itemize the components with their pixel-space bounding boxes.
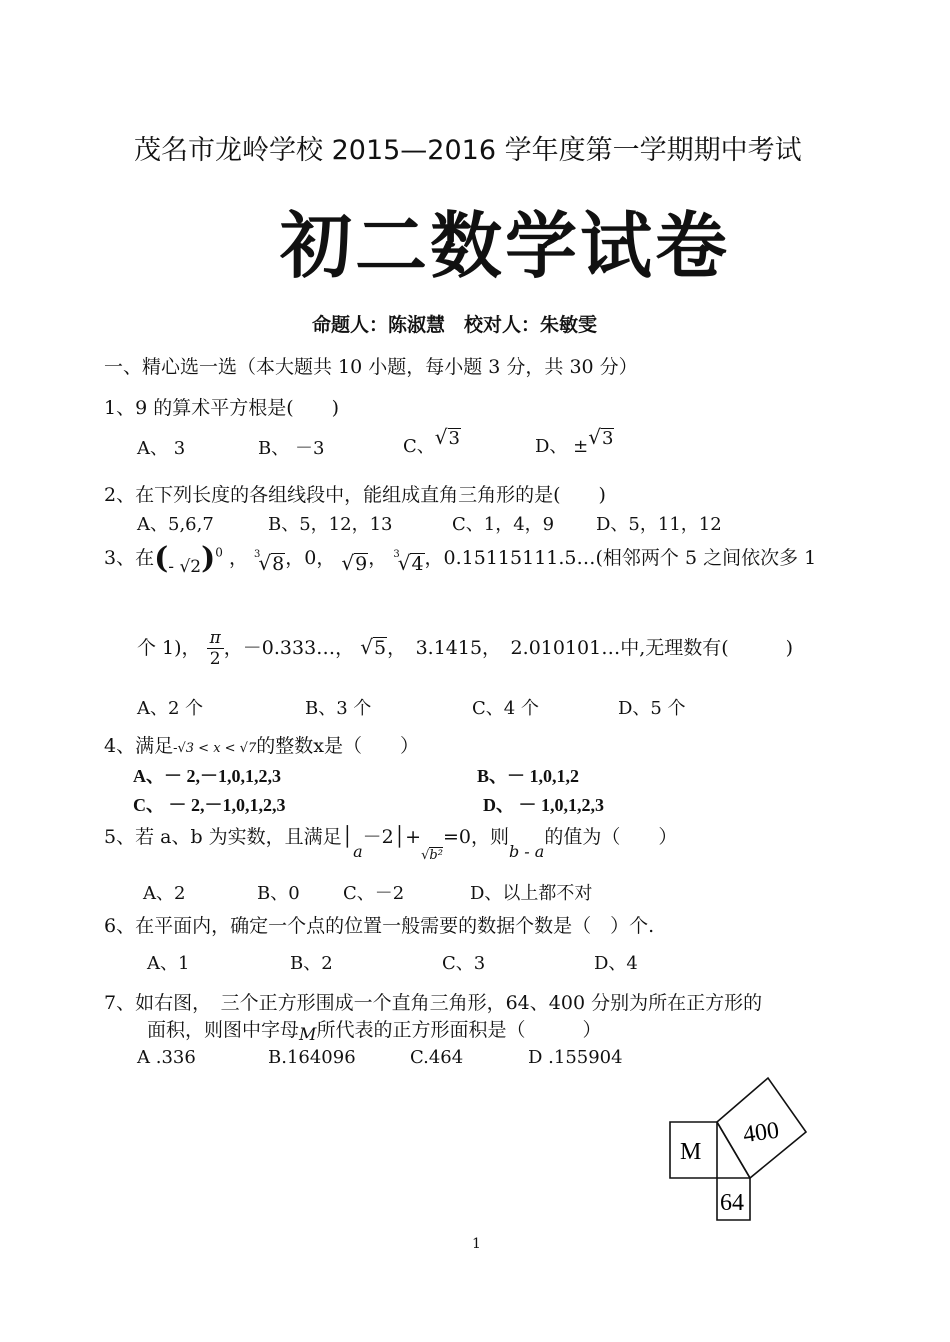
pi-over-2: [207, 628, 224, 670]
q3-cbrt4-value: 4: [411, 553, 424, 575]
q2-option-d: D、5，11，12: [596, 514, 722, 535]
q5-option-d: D、以上都不对: [470, 883, 593, 904]
q5-b2: b²: [429, 848, 443, 863]
pi: π: [207, 628, 224, 649]
question-7-line-1: 7、如右图， 三个正方形围成一个直角三角形，64、400 分别为所在正方形的: [104, 992, 763, 1014]
sqrt9: √9: [341, 551, 368, 575]
section-heading: 一、精心选一选（本大题共 10 小题，每小题 3 分，共 30 分）: [104, 356, 638, 378]
label-m: M: [680, 1139, 702, 1165]
q5-sqrt-b2: √b²: [421, 848, 443, 863]
q5-b-minus-a: b - a: [508, 842, 545, 861]
q3-exponent: 0: [215, 545, 223, 560]
q4-suffix: 的整数x是（ ）: [256, 735, 419, 757]
q2-option-b: B、5，12，13: [268, 514, 393, 535]
q5-option-b: B、0: [257, 883, 300, 904]
sqrt3-d: √3: [588, 425, 614, 449]
q1-option-d: [535, 425, 614, 458]
q3-sqrt5-value: 5: [373, 636, 387, 659]
q3-mid: ，－0.333…，: [223, 636, 355, 659]
q7-option-b: B.164096: [268, 1047, 356, 1068]
question-3-line-1: [104, 543, 816, 577]
page-number: 1: [472, 1236, 481, 1252]
paren-open: (: [154, 541, 169, 576]
q1-d-radicand: 3: [602, 428, 614, 449]
q5-prefix: 5、若 a、b 为实数，且满足│: [104, 826, 354, 848]
q4-option-c: C、 － 2,－1,0,1,2,3: [133, 795, 286, 815]
q7-line2-b: 所代表的正方形面积是（ ）: [316, 1019, 602, 1041]
q5-suffix-1: =0，则: [442, 826, 509, 848]
q3-line2-start: 个 1)，: [137, 636, 201, 659]
q3-sep-1: ，: [228, 547, 248, 569]
q6-option-a: A、1: [147, 953, 190, 974]
squares-figure: [660, 1070, 820, 1230]
q4-option-d: D、 － 1,0,1,2,3: [483, 795, 604, 815]
q3-neg-sqrt2: - √2: [168, 557, 202, 577]
q1-c-radicand: 3: [448, 428, 460, 449]
q3-tail-2: ， 3.1415， 2.010101…中,无理数有( ): [387, 636, 794, 659]
q4-option-a: A、－ 2,－1,0,1,2,3: [133, 766, 281, 786]
q6-option-b: B、2: [290, 953, 333, 974]
q3-option-c: C、4 个: [472, 698, 539, 719]
q4-inequality: -√3 < x < √7: [173, 741, 257, 756]
question-2-stem: 2、在下列长度的各组线段中，能组成直角三角形的是( ): [104, 484, 606, 506]
q7-option-c: C.464: [410, 1047, 464, 1068]
paren-close: ): [201, 541, 216, 576]
q6-option-c: C、3: [442, 953, 486, 974]
q5-suffix-2: 的值为（ ）: [544, 826, 678, 848]
q3-tail-1: ，0.15115111.5…(相邻两个 5 之间依次多 1: [424, 547, 817, 569]
q4-option-b: B、－ 1,0,1,2: [477, 766, 580, 786]
q2-option-c: C、1，4，9: [452, 514, 555, 535]
q3-option-d: D、5 个: [618, 698, 686, 719]
q7-line2-a: 面积，则图中字母: [147, 1019, 300, 1041]
label-400: 400: [741, 1117, 781, 1149]
q3-sep-2: ，0，: [285, 547, 336, 569]
two: 2: [209, 649, 221, 670]
q1-option-b: B、 －3: [258, 438, 325, 459]
cbrt4: $^3$√4: [393, 549, 424, 575]
question-7-line-2: [147, 1015, 601, 1045]
authors-line: 命题人：陈淑慧 校对人：朱敏雯: [312, 314, 598, 336]
q3-sqrt9-value: 9: [355, 553, 368, 575]
q3-option-a: A、2 个: [137, 698, 204, 719]
sqrt5: √5: [360, 634, 387, 659]
q4-prefix: 4、满足: [104, 735, 174, 757]
q7-option-d: D .155904: [528, 1047, 623, 1068]
q2-option-a: A、5,6,7: [137, 514, 214, 535]
q1-option-c-prefix: C、: [403, 436, 435, 457]
q1-option-c: [403, 425, 461, 458]
q5-option-c: C、－2: [343, 883, 405, 904]
q6-option-d: D、4: [594, 953, 638, 974]
q7-m-variable: M: [299, 1025, 317, 1045]
q5-option-a: A、2: [143, 883, 186, 904]
main-title: 初二数学试卷: [280, 204, 731, 288]
question-3-line-2: [137, 628, 793, 670]
q1-option-d-prefix: D、 ±: [535, 436, 589, 457]
question-4-stem: [104, 731, 419, 758]
q3-cbrt8-value: 8: [272, 553, 285, 575]
sqrt3-c: √3: [434, 425, 460, 449]
q3-prefix: 3、在: [104, 547, 155, 569]
question-6-stem: 6、在平面内，确定一个点的位置一般需要的数据个数是（ ）个.: [104, 915, 655, 937]
q5-a-variable: a: [353, 842, 363, 861]
question-1-stem: 1、9 的算术平方根是( ): [104, 397, 340, 419]
q3-sep-3: ，: [368, 547, 388, 569]
q7-option-a: A .336: [137, 1047, 196, 1068]
label-64: 64: [720, 1190, 744, 1216]
school-title: 茂名市龙岭学校 2015—2016 学年度第一学期期中考试: [134, 135, 802, 166]
q1-option-a: A、 3: [137, 438, 186, 459]
question-5-stem: [104, 822, 677, 863]
cbrt8: $^3$√8: [254, 549, 285, 575]
q3-option-b: B、3 个: [305, 698, 372, 719]
q5-mid: －2│+: [362, 826, 422, 848]
